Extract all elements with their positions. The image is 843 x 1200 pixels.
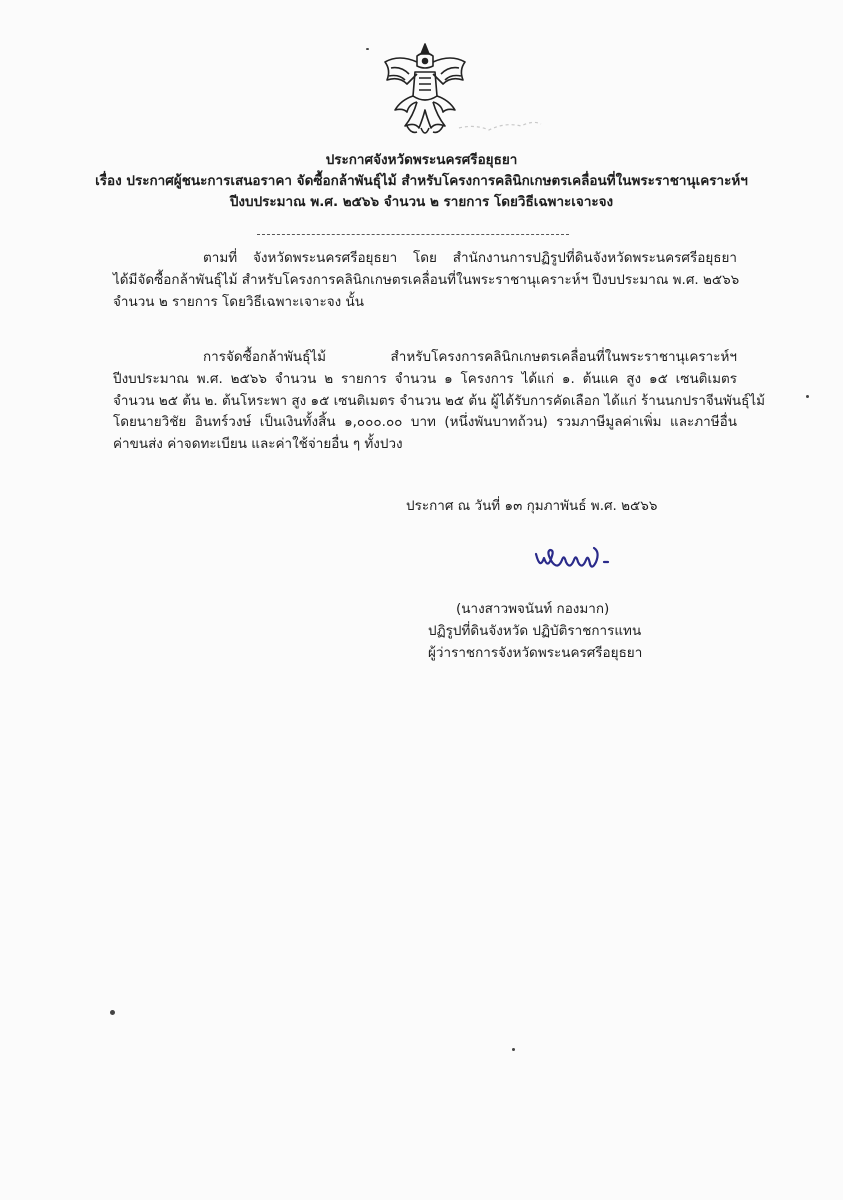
scan-speck: [512, 1048, 515, 1051]
paragraph-1: [113, 248, 740, 313]
signer-governor: ผู้ว่าราชการจังหวัดพระนครศรีอยุธยา: [428, 645, 643, 661]
announcement-header: [0, 150, 843, 213]
paragraph-line: ปีงบประมาณ พ.ศ. ๒๕๖๖ จำนวน ๒ รายการ จำนวน ๑ โครงการ ได้แก่ ๑. ต้นแค สูง ๑๕ เซนติเมตร: [113, 370, 737, 387]
paragraph-line: ค่าขนส่ง ค่าจดทะเบียน และค่าใช้จ่ายอื่น ๆ ทั้งปวง: [113, 436, 403, 453]
header-divider: [257, 234, 569, 235]
handwritten-signature: [530, 540, 620, 580]
announcement-date: ประกาศ ณ วันที่ ๑๓ กุมภาพันธ์ พ.ศ. ๒๕๖๖: [406, 498, 658, 514]
scan-smudge: [455, 112, 545, 136]
paragraph-line: ตามที่ จังหวัดพระนครศรีอยุธยา โดย สำนักงานการปฏิรูปที่ดินจังหวัดพระนครศรีอยุธยา: [203, 250, 737, 266]
scan-speck: [110, 1010, 115, 1015]
paragraph-line: การจัดซื้อกล้าพันธุ์ไม้ สำหรับโครงการคลินิกเกษตรเคลื่อนที่ในพระราชานุเคราะห์ฯ: [203, 349, 737, 365]
paragraph-2: [113, 347, 766, 456]
paragraph-line: โดยนายวิชัย อินทร์วงษ์ เป็นเงินทั้งสิ้น ๑,๐๐๐.๐๐ บาท (หนึ่งพันบาทถ้วน) รวมภาษีมูลค่าเพิ่ม และภาษีอื่น: [113, 414, 737, 431]
announcement-subject-cont: ปีงบประมาณ พ.ศ. ๒๕๖๖ จำนวน ๒ รายการ โดยวิธีเฉพาะเจาะจง: [229, 194, 614, 210]
paragraph-line: จำนวน ๒ รายการ โดยวิธีเฉพาะเจาะจง นั้น: [113, 293, 364, 310]
signer-position: ปฏิรูปที่ดินจังหวัด ปฏิบัติราชการแทน: [428, 623, 642, 639]
paragraph-line: จำนวน ๒๕ ต้น ๒. ต้นโหระพา สูง ๑๕ เซนติเมตร จำนวน ๒๕ ต้น ผู้ได้รับการคัดเลือก ได้แก่ ร้านนกปราจีนพันธุ์ไม้: [113, 392, 766, 409]
scan-speck: [366, 48, 369, 50]
announcement-title: ประกาศจังหวัดพระนครศรีอยุธยา: [325, 152, 518, 168]
scan-speck: [806, 395, 809, 398]
signer-name: (นางสาวพจนันท์ กองมาก): [456, 601, 610, 617]
announcement-subject: เรื่อง ประกาศผู้ชนะการเสนอราคา จัดซื้อกล้าพันธุ์ไม้ สำหรับโครงการคลินิกเกษตรเคลื่อนที่ในพระราชานุเคราะห์ฯ: [95, 173, 748, 189]
signature-block: [400, 598, 780, 664]
paragraph-line: ได้มีจัดซื้อกล้าพันธุ์ไม้ สำหรับโครงการคลินิกเกษตรเคลื่อนที่ในพระราชานุเคราะห์ฯ ปีงบประมาณ พ.ศ. ๒๕๖๖: [113, 271, 740, 288]
